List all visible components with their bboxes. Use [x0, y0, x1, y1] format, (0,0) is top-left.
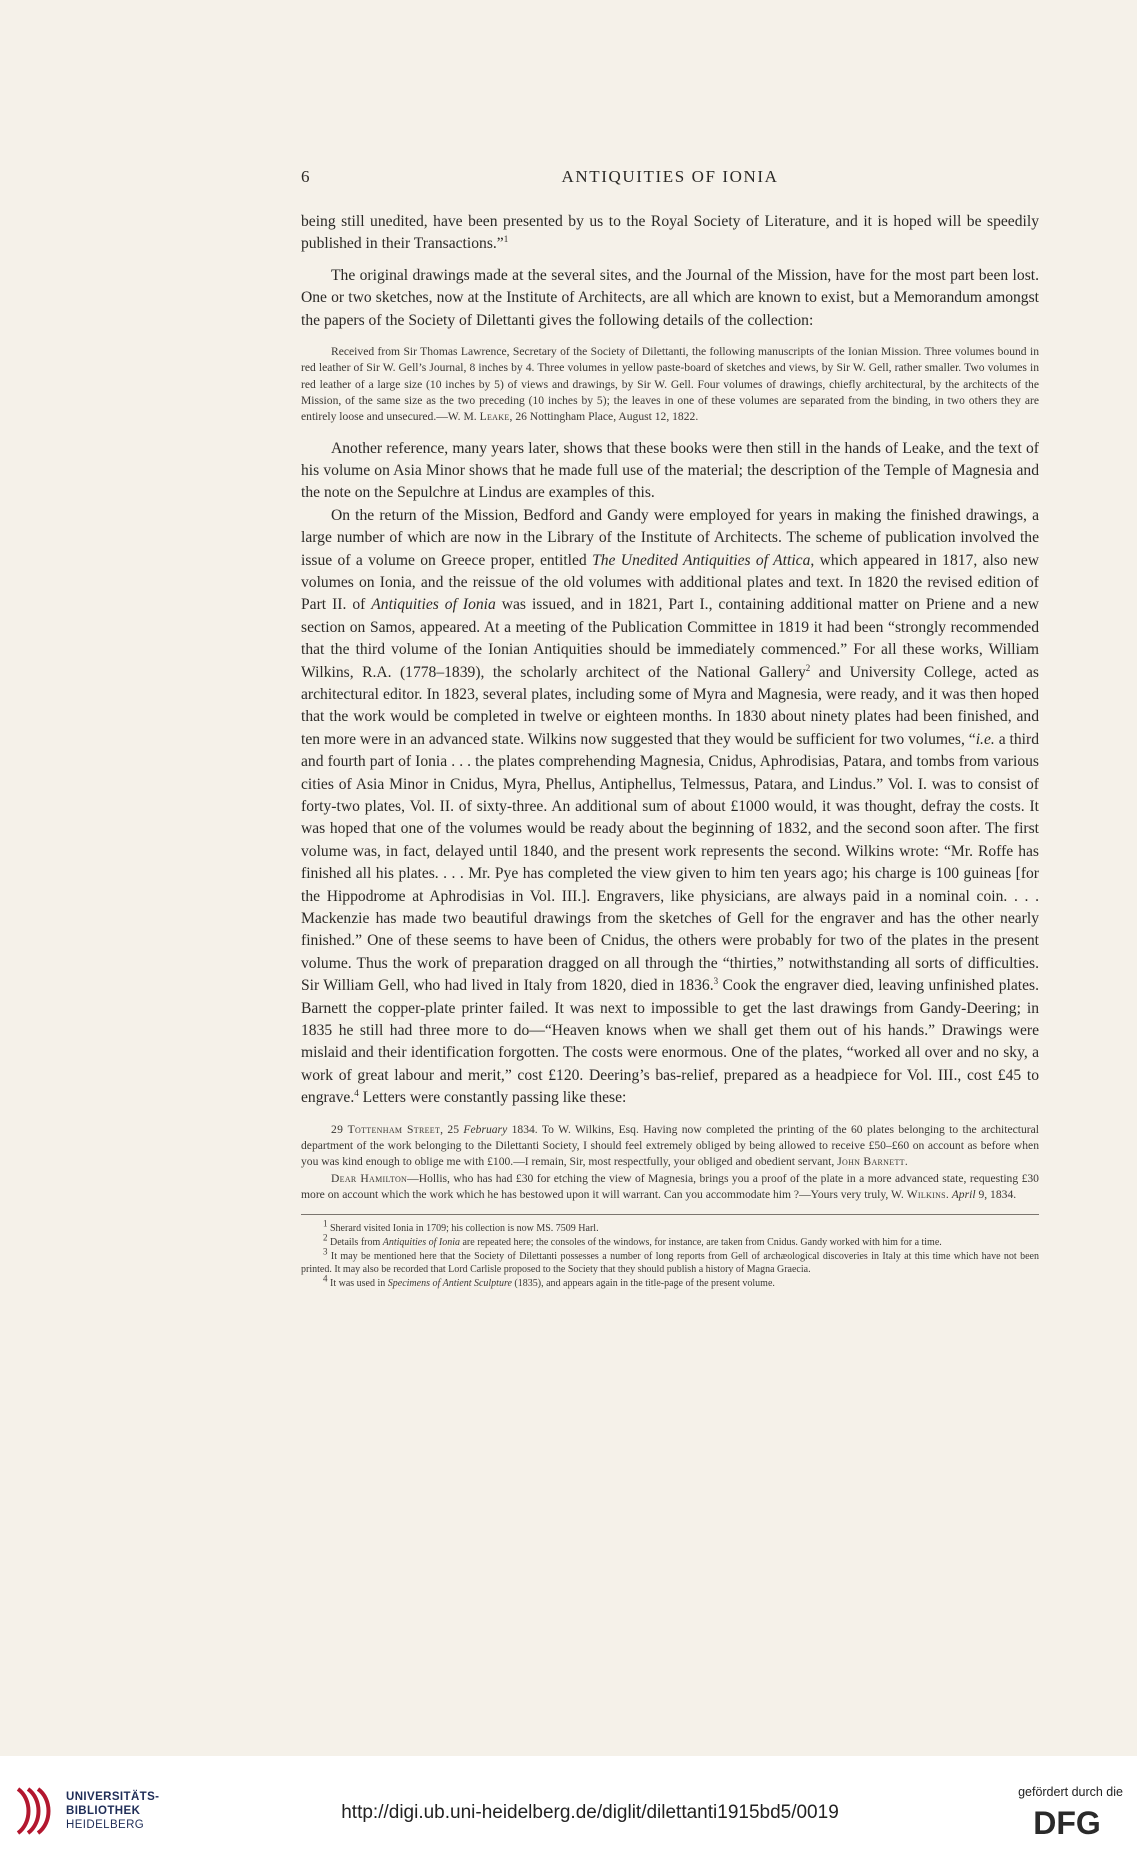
- page-content: [301, 211, 1039, 1291]
- footnote-1: $^1$ Sherard visited Ionia in 1709; his collection is now MS. 7509 Harl.: [323, 1218, 599, 1235]
- footnote-ref-3[interactable]: 3: [713, 976, 719, 987]
- paragraph-return-of-mission: On the return of the Mission, Bedford and Gandy were employed for years in making the finished drawings, a large number of which are now in the Library of the Institute of Architects. The scheme of publication involved the issue of a volume on Greece proper, entitled The Unedited Antiquities of Attica, which appeared in 1817, also new volumes on Ionia, and the reissue of the old volumes with additional plates and text. In 1820 the revised edition of Part II. of Antiquities of Ionia was issued, and in 1821, Part I., containing additional matter on Priene and a new section on Samos, appeared. At a meeting of the Publication Committee in 1819 it had been “strongly recommended that the third volume of the Ionian Antiquities should be immediately commenced.” For all these works, William Wilkins, R.A. (1778–1839), the scholarly architect of the National Gallery$^2$ and University College, acted as architectural editor. In 1823, several plates, including some of Myra and Magnesia, were ready, and it was then hoped that the work would be completed in twelve or eighteen months. In 1830 about ninety plates had been finished, and ten more were in an advanced state. Wilkins now suggested that they would be sufficient for two volumes, “i.e. a third and fourth part of Ionia . . . the plates comprehending Magnesia, Cnidus, Aphrodisias, Patara, and tombs from various cities of Asia Minor in Cnidus, Myra, Phellus, Antiphellus, Telmessus, Patara, and Lindus.” Vol. I. was to consist of forty-two plates, Vol. II. of sixty-three. An additional sum of about £1000 would, it was thought, defray the costs. It was hoped that one of the volumes would be ready about the beginning of 1832, and the second soon after. The first volume was, in fact, delayed until 1840, and the present work represents the second. Wilkins wrote: “Mr. Roffe has finished all his plates. . . . Mr. Pye has completed the view given to him ten years ago; his charge is 100 guineas [for the Hippodrome at Aphrodisias in Vol. III.]. Engravers, like physicians, are always paid in a nominal coin. . . . Mackenzie has made two beautiful drawings from the sketches of Gell for the engraver and has the other nearly finished.” One of these seems to have been of Cnidus, the others were probably for two of the plates in the present volume. Thus the work of preparation dragged on all through the “thirties,” notwithstanding all sorts of difficulties. Sir William Gell, who had lived in Italy from 1820, died in 1836.$^3$ Cook the engraver died, leaving unfinished plates. Barnett the copper-plate printer failed. It was next to impossible to get the last drawings from Gandy-Deering; in 1835 he still had three more to do—“Heaven knows when we shall get them out of his hands.” Drawings were mislaid and their identification forgotten. The costs were enormous. One of the plates, “worked all over and no sky, a work of great labour and merit,” cost £120. Deering’s bas-relief, prepared as a headpiece for Vol. III., cost £45 to engrave.$^4$ Letters were constantly passing like these:: [301, 506, 1040, 1107]
- page-header: [301, 167, 1039, 193]
- quote-memorandum: Received from Sir Thomas Lawrence, Secretary of the Society of Dilettanti, the following manuscripts of the Ionian Mission. Three volumes bound in red leather of Sir W. Gell’s Journal, 8 inches by 4. Three volumes in yellow paste-board of sketches and views, by Sir W. Gell, rather smaller. Two volumes in red leather of a large size (10 inches by 5) of views and drawings, by Sir W. Gell. Four volumes of drawings, chiefly architectural, by the architects of the Mission, of the same size as the two preceding (10 inches by 5); the leaves in one of these volumes are separated from the binding, in two others they are entirely loose and unsecured.—W. M. Leake, 26 Nottingham Place, August 12, 1822.: [301, 345, 1039, 424]
- viewer-footer: [0, 1756, 1137, 1850]
- footnote-3: $^3$ It may be mentioned here that the Society of Dilettanti possesses a number of long reports from Gell of archæological discoveries in Italy at this time which have not been printed. It may also be recorded that Lord Carlisle proposed to the Society that they should publish a history of Magna Graecia.: [301, 1246, 1039, 1276]
- footnote-ref-2[interactable]: 2: [805, 662, 811, 673]
- footnote-2: $^2$ Details from Antiquities of Ionia are repeated here; the consoles of the windows, for instance, are taken from Cnidus. Gandy worked with him for a time.: [323, 1232, 942, 1248]
- funded-by-label: gefördert durch die: [1018, 1785, 1123, 1799]
- footnote-divider: [301, 1214, 1039, 1215]
- running-head: ANTIQUITIES OF IONIA: [561, 167, 779, 186]
- quote-barnett-letter: 29 Tottenham Street, 25 February 1834. To W. Wilkins, Esq. Having now completed the printing of the 60 plates belonging to the architectural department of the work belonging to the Dilettanti Society, I should feel extremely obliged by being allowed to receive £50–£60 on account as before when you was kind enough to oblige me with £100.—I remain, Sir, most respectfully, your obliged and obedient servant, John Barnett.: [301, 1122, 1040, 1169]
- paragraph-another-reference: Another reference, many years later, shows that these books were then still in the hands of Leake, and the text of his volume on Asia Minor shows that he made full use of the material; the description of the Temple of Magnesia and the note on the Sepulchre at Lindus are examples of this.: [301, 439, 1039, 502]
- footnote-ref-1[interactable]: 1: [503, 234, 509, 245]
- dfg-logo[interactable]: [1011, 1807, 1123, 1837]
- footnote-4: $^4$ It was used in Specimens of Antient Sculpture (1835), and appears again in the title-page of the present volume.: [323, 1273, 775, 1289]
- university-library-logo[interactable]: UNIVERSITÄTS- BIBLIOTHEK HEIDELBERG: [66, 1791, 160, 1831]
- page-number: 6: [301, 167, 310, 186]
- quote-wilkins-letter: Dear Hamilton—Hollis, who has had £30 for etching the view of Magnesia, brings you a proof of the plate in a more advanced state, requesting £30 more on account which the work which he has bestowed upon it will warrant. Can you accommodate him ?—Yours very truly, W. Wilkins. April 9, 1834.: [301, 1171, 1039, 1201]
- footnote-ref-4[interactable]: 4: [354, 1088, 359, 1099]
- paragraph-continued: being still unedited, have been presented by us to the Royal Society of Literature, and it is hoped will be speedily published in their Transactions.”$^1$: [301, 213, 1039, 253]
- dfg-logo-text: DFG: [1033, 1807, 1101, 1837]
- permalink-url[interactable]: http://digi.ub.uni-heidelberg.de/diglit/dilettanti1915bd5/0019: [341, 1802, 839, 1823]
- university-seal-icon[interactable]: [12, 1785, 60, 1837]
- paragraph-original-drawings: The original drawings made at the several sites, and the Journal of the Mission, have for the most part been lost. One or two sketches, now at the Institute of Architects, are all which are known to exist, but a Memorandum amongst the papers of the Society of Dilettanti gives the following details of the collection:: [301, 266, 1039, 329]
